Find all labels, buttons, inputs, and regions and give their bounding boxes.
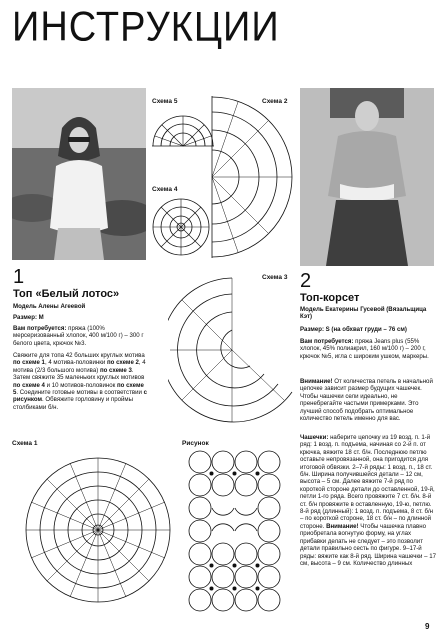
scheme-2-diagram	[208, 94, 296, 260]
article-1-size: Размер: М	[13, 314, 44, 321]
article-1-model: Модель Алены Агеевой	[13, 303, 86, 310]
article-1-number: 1	[13, 266, 25, 288]
page-title: ИНСТРУКЦИИ	[12, 4, 280, 51]
photo-model-white-lotus	[12, 88, 146, 260]
scheme-2-label: Схема 2	[262, 98, 288, 105]
article-1-materials	[13, 325, 149, 347]
body-text: Свяжите для топа 42 большиx круглых мотива	[13, 352, 145, 359]
article-2-attention	[300, 378, 436, 422]
body-ref-scheme-5: по схеме 5	[13, 381, 144, 397]
attention-label: Внимание!	[300, 378, 333, 385]
scheme-3-label: Схема 3	[262, 274, 288, 281]
scheme-4-label: Схема 4	[152, 186, 178, 193]
assembly-figure	[186, 448, 290, 616]
body-ref-scheme-4: по схеме 4	[13, 381, 45, 389]
body-ref-scheme-3: по схеме 3	[99, 366, 132, 374]
scheme-1-diagram	[24, 448, 172, 612]
cups-text: наберите цепочку из 19 возд. п. 1-й ряд: 1 возд. п. подъема, начиная со 2-й п. от крючка, вяжите 18 ст. б/н. Последнюю петлю оставьте непровязанной, она пригодится для итоговой обвязки. 2–7-й ряды: 1 возд. п., 18 ст. б/н. Ширина получившейся детали – 12 см, высота – 5 см. Далее вяжите 7-й ряд по короткой стороне детали до оставленной, 19-й, петли 1-го ряда. Всего провяжите 7 ст. б/н. 8-й ст. б/н провяжите в оставленную, 19-ю, петлю. 8-й ряд (длинный): 1 возд. п. подъема, 8 ст. б/н – по короткой стороне, 18 ст. б/н – по длинной стороне.	[300, 434, 435, 530]
materials-label: Вам потребуется:	[300, 338, 354, 345]
article-2-number: 2	[300, 270, 312, 292]
scheme-5-label: Схема 5	[152, 98, 178, 105]
body-ref-scheme-2: по схеме 2	[106, 359, 139, 367]
attention-text: Чтобы чашечка плавно приобретала вогнутую форму, на углах прибавки делать не следует – это позволит детали правильно сесть по фигуре. 9–17-й ряды: вяжите как 8-й ряд. Ширина чашечки – 17 см, высота – 9 см. Количество длинных	[300, 522, 436, 567]
article-1-title: Топ «Белый лотос»	[13, 288, 120, 300]
article-1-body	[13, 352, 149, 411]
figure-label: Рисунок	[182, 440, 209, 447]
body-text: . Затем свяжите 35 маленьких круглых мотивов	[13, 366, 145, 382]
article-2-materials	[300, 338, 436, 360]
body-ref-scheme-1: по схеме 1	[13, 359, 45, 367]
attention-text: От количества петель в начальной цепочке зависит размер будущих чашечек. Чтобы чашечки сели идеально, не пренебрегайте частыми примерками. Это лучший способ подобрать оптимальное количество петель именно для вас.	[300, 378, 433, 423]
cups-label: Чашечки:	[300, 434, 329, 441]
scheme-1-label: Схема 1	[12, 440, 38, 447]
scheme-3-diagram	[168, 272, 298, 432]
page-number: 9	[425, 622, 430, 631]
photo-model-corset-top	[300, 88, 434, 266]
body-text: , 4 мотива-половинки	[44, 359, 106, 367]
model-figure-image	[12, 88, 146, 260]
article-2-cups	[300, 434, 436, 567]
article-2-size: Размер: S (на обхват груди – 76 см)	[300, 326, 407, 333]
body-text: , 4 мотива (2/3 большого мотива)	[13, 359, 146, 374]
materials-label: Вам потребуется:	[13, 325, 67, 332]
attention-label: Внимание!	[326, 522, 359, 530]
body-text: . Соедините готовые мотивы в соответствии	[16, 389, 142, 397]
article-2-title: Топ-корсет	[300, 292, 360, 304]
scheme-5-diagram	[150, 108, 216, 148]
scheme-4-diagram	[150, 196, 212, 258]
model-figure-image	[300, 88, 434, 266]
materials-text: пряжа (100% мерсеризованный хлопок, 400 м/100 г) – 300 г белого цвета, крючок №3.	[13, 325, 144, 347]
article-2-model: Модель Екатерины Гусевой (Вязальщица Кэт)	[300, 306, 427, 321]
body-ref-figure: с рисунком	[13, 389, 147, 404]
materials-text: пряжа Jeans plus (55% хлопок, 45% полиакрил, 160 м/100 г) – 200 г, крючок №5, игла с широким ушком, маркеры.	[300, 338, 429, 360]
body-text: и 10 мотивов-половинок	[44, 381, 116, 389]
body-text: . Обвяжите горловину и проймы столбиками б/н.	[13, 396, 133, 411]
